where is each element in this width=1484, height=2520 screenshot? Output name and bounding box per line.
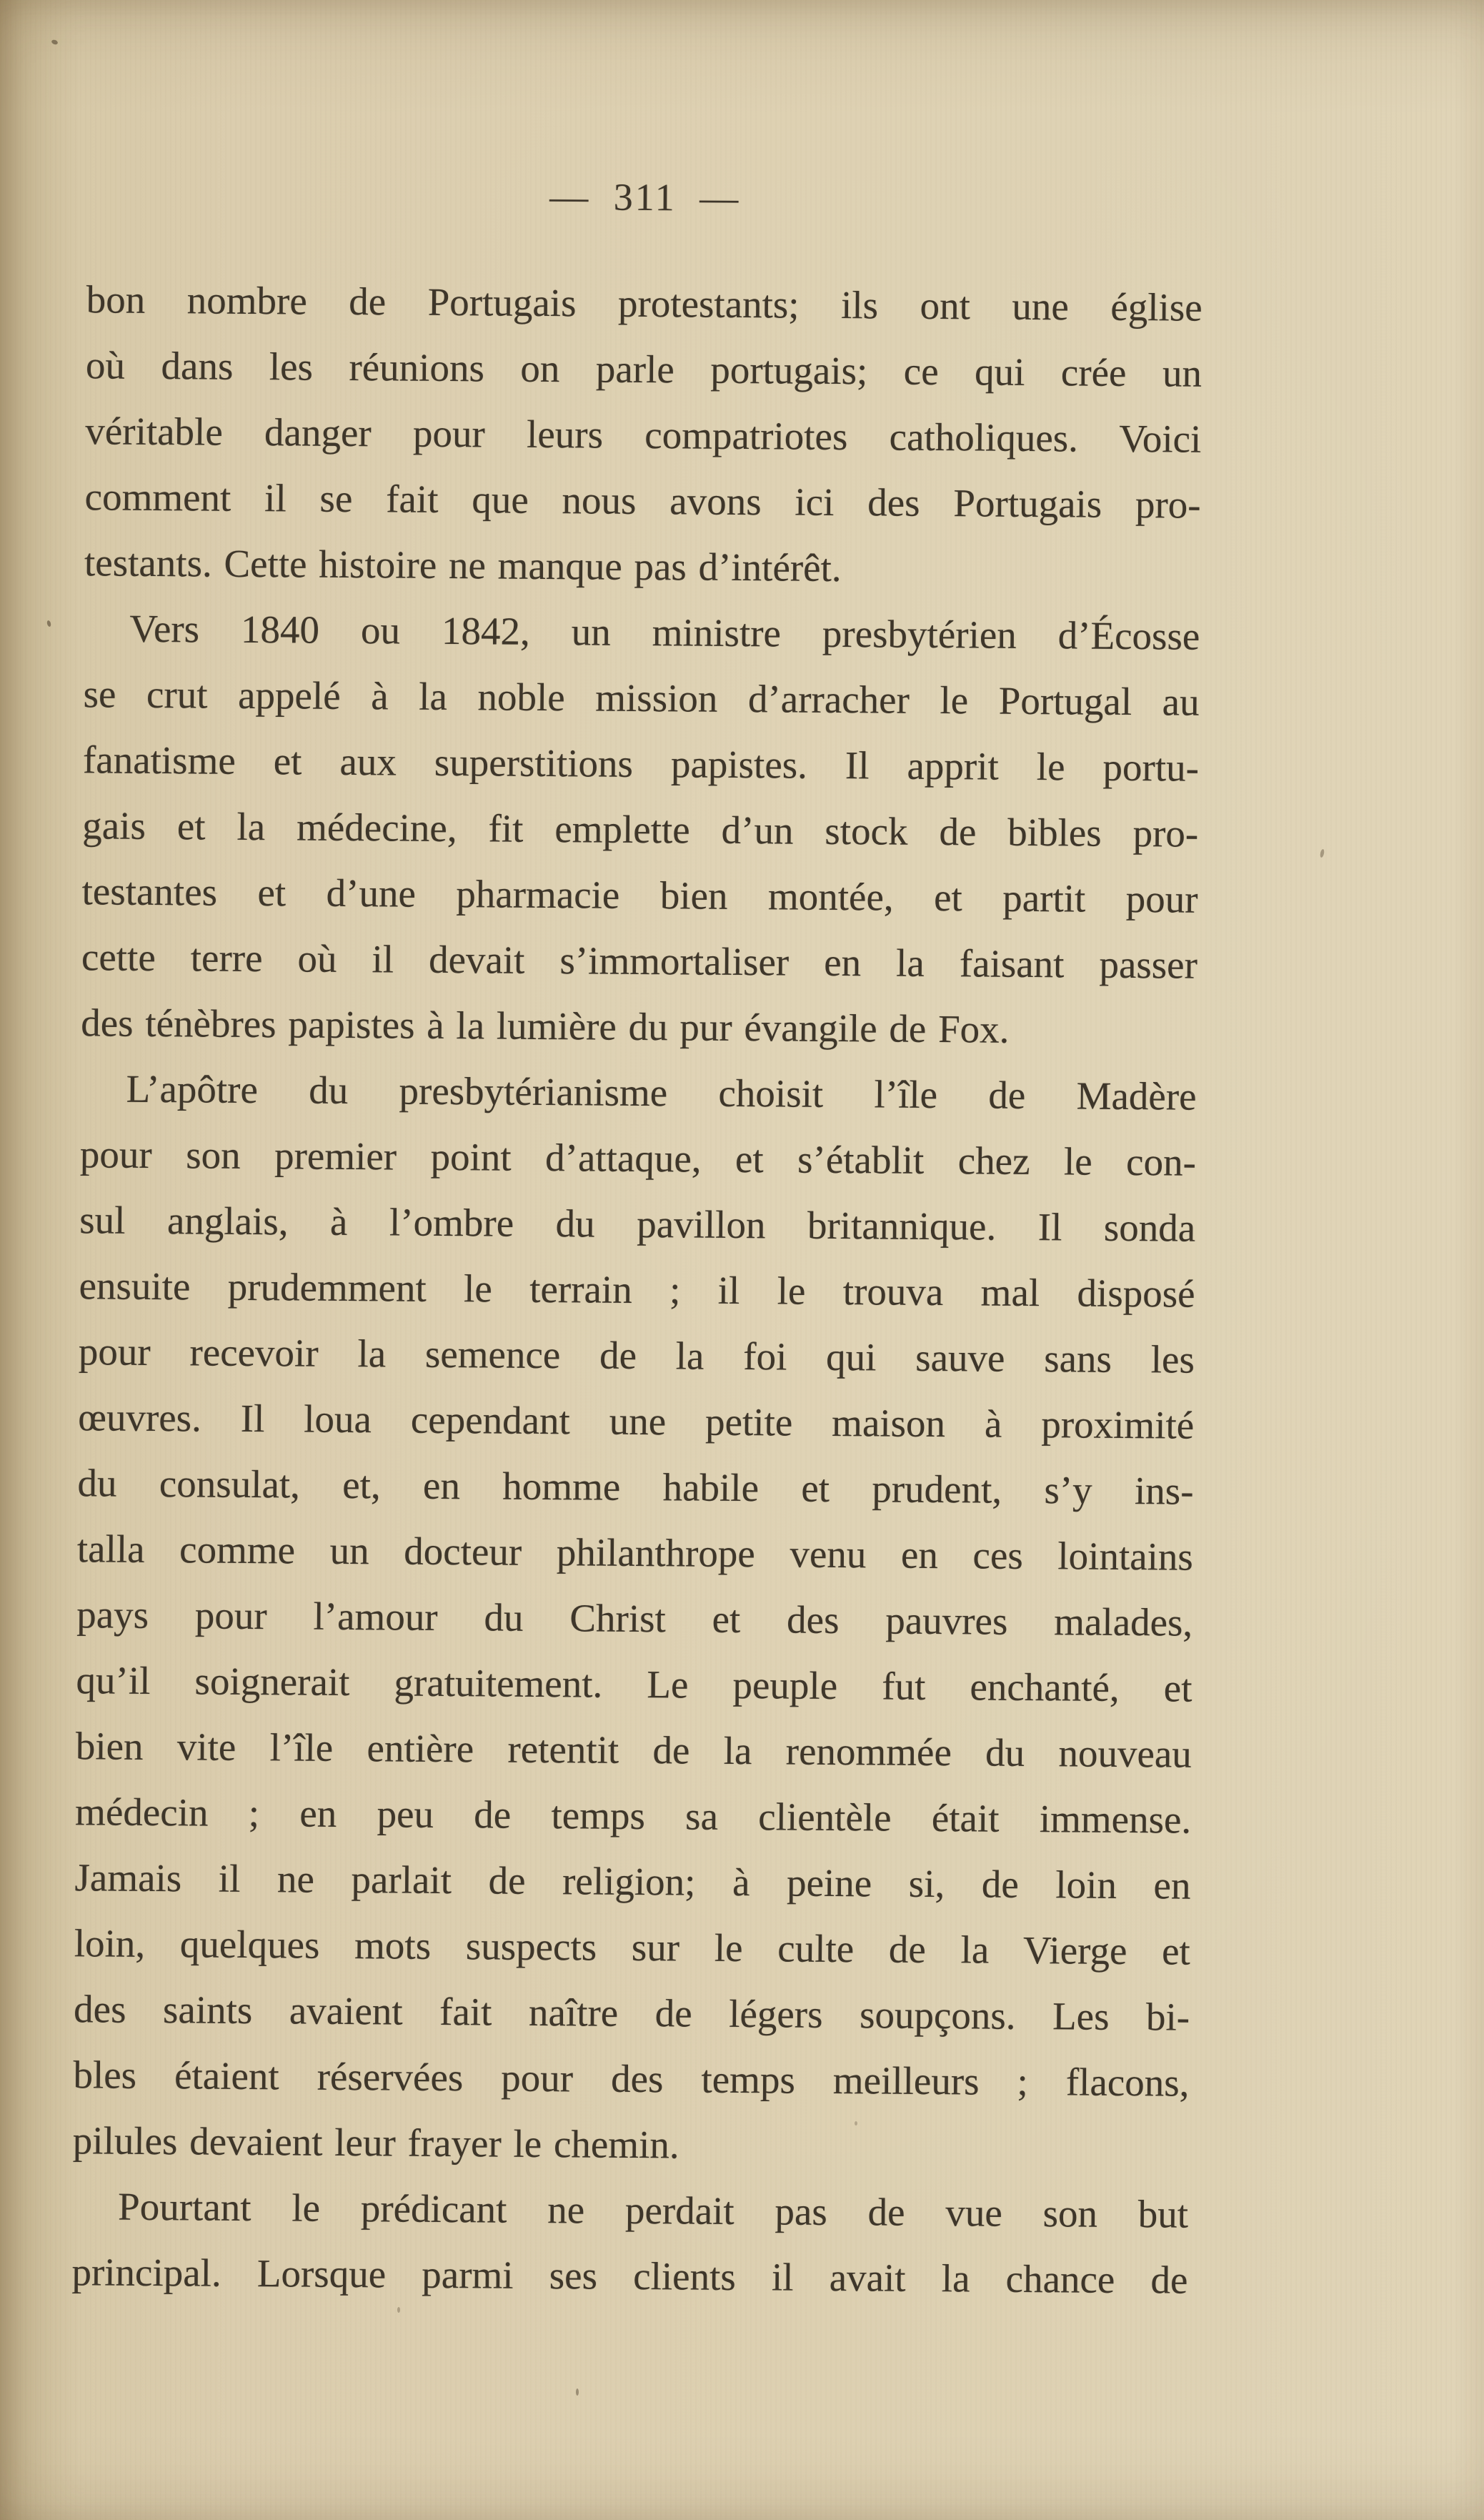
text-line: Jamais il ne parlait de religion; à peine si, de loin en bbox=[74, 1855, 1191, 1908]
text-line: Pourtant le prédicant ne perdait pas de vue son but bbox=[117, 2184, 1189, 2236]
text-line: qu’il soignerait gratuitement. Le peuple fut enchanté, et bbox=[76, 1658, 1192, 1710]
page-number: — 311 — bbox=[549, 175, 741, 219]
paper-speck bbox=[1320, 849, 1325, 858]
text-line: testants. Cette histoire ne manque pas d’intérêt. bbox=[84, 540, 842, 590]
text-line: loin, quelques mots suspects sur le culte de la Vierge et bbox=[74, 1921, 1191, 1973]
text-line: pour son premier point d’attaque, et s’établit chez le con- bbox=[79, 1132, 1197, 1184]
text-line: comment il se fait que nous avons ici des Portugais pro- bbox=[84, 475, 1201, 527]
text-line: véritable danger pour leurs compatriotes catholiques. Voici bbox=[85, 409, 1202, 461]
text-line: cette terre où il devait s’immortaliser en la faisant passer bbox=[81, 935, 1198, 987]
text-line: Vers 1840 ou 1842, un ministre presbytérien d’Écosse bbox=[129, 606, 1200, 658]
text-line: bien vite l’île entière retentit de la renommée du nouveau bbox=[75, 1724, 1192, 1776]
text-line: bon nombre de Portugais protestants; ils ont une église bbox=[86, 277, 1202, 329]
text-line: où dans les réunions on parle portugais; ce qui crée un bbox=[85, 343, 1202, 395]
text-line: pilules devaient leur frayer le chemin. bbox=[72, 2118, 679, 2167]
paper-speck bbox=[397, 2307, 400, 2313]
text-line: médecin ; en peu de temps sa clientèle était immense. bbox=[74, 1790, 1192, 1842]
text-line: se crut appelé à la noble mission d’arracher le Portugal au bbox=[83, 672, 1200, 724]
text-line: gais et la médecine, fit emplette d’un stock de bibles pro- bbox=[82, 803, 1199, 855]
text-line: pour recevoir la semence de la foi qui sauve sans les bbox=[78, 1329, 1195, 1381]
text-line: bles étaient réservées pour des temps meilleurs ; flacons, bbox=[73, 2053, 1190, 2105]
text-line: pays pour l’amour du Christ et des pauvres malades, bbox=[76, 1592, 1193, 1645]
text-line: sul anglais, à l’ombre du pavillon britannique. Il sonda bbox=[79, 1198, 1196, 1250]
paper-speck bbox=[51, 39, 59, 46]
page-text bbox=[71, 267, 1202, 2313]
text-line: des saints avaient fait naître de légers soupçons. Les bi- bbox=[73, 1987, 1190, 2039]
paper-speck bbox=[46, 620, 51, 627]
paper-speck bbox=[576, 2388, 579, 2396]
page-content bbox=[71, 171, 1203, 2313]
text-line: L’apôtre du presbytérianisme choisit l’île de Madère bbox=[126, 1066, 1197, 1118]
text-line: œuvres. Il loua cependant une petite maison à proximité bbox=[78, 1395, 1195, 1447]
text-line: des ténèbres papistes à la lumière du pur évangile de Fox. bbox=[81, 1001, 1010, 1051]
text-line: principal. Lorsque parmi ses clients il avait la chance de bbox=[71, 2250, 1188, 2302]
text-line: ensuite prudemment le terrain ; il le trouva mal disposé bbox=[79, 1264, 1195, 1316]
text-line: du consulat, et, en homme habile et prudent, s’y ins- bbox=[77, 1461, 1194, 1513]
text-line: talla comme un docteur philanthrope venu en ces lointains bbox=[76, 1527, 1194, 1579]
text-line: fanatisme et aux superstitions papistes. Il apprit le portu- bbox=[82, 738, 1200, 790]
text-line: testantes et d’une pharmacie bien montée, et partit pour bbox=[81, 869, 1198, 921]
